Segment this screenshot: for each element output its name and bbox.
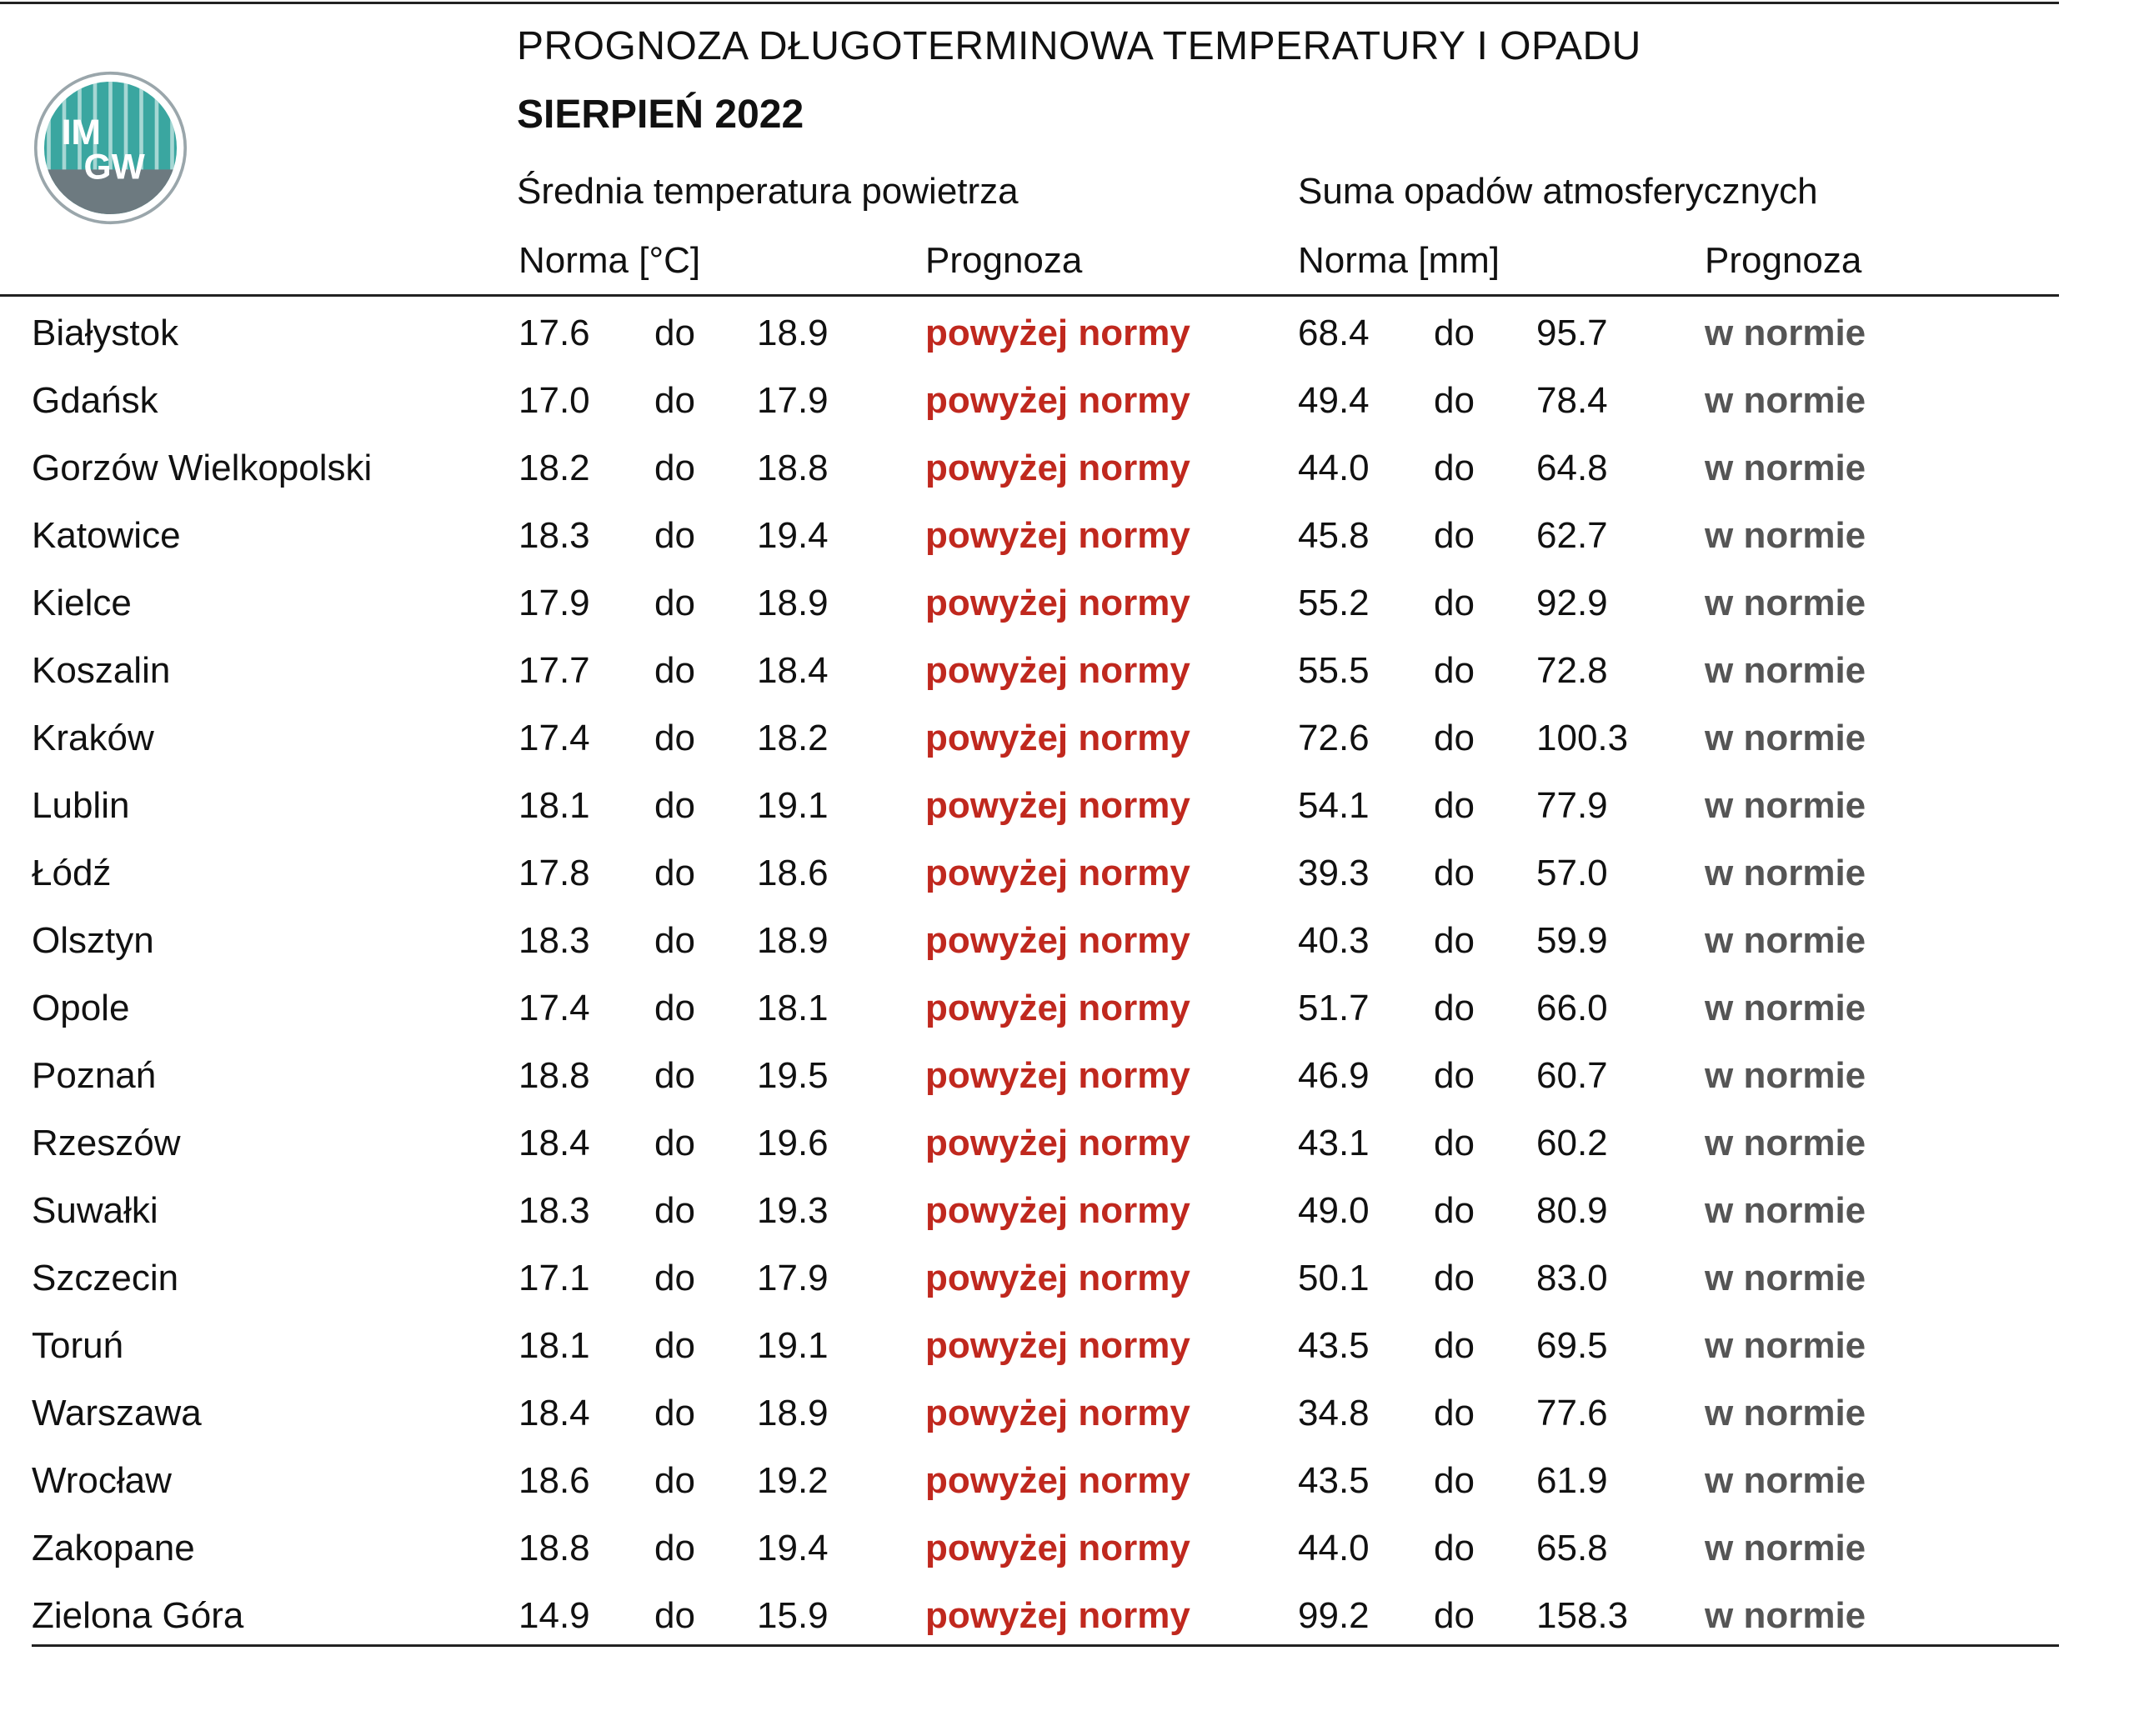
precip-norm-low: 72.6	[1298, 718, 1370, 758]
precip-norm-high: 72.8	[1536, 650, 1608, 691]
precip-norm-high: 83.0	[1536, 1258, 1608, 1298]
precip-forecast: w normie	[1705, 515, 1866, 556]
svg-text:IM: IM	[61, 112, 101, 153]
precip-norm-separator: do	[1434, 1258, 1475, 1298]
temp-forecast: powyżej normy	[925, 920, 1190, 961]
temp-norm-low: 17.6	[518, 313, 590, 353]
temp-norm-separator: do	[654, 1190, 695, 1231]
precip-forecast: w normie	[1705, 1123, 1866, 1163]
table-row	[0, 578, 2059, 646]
city-name: Katowice	[32, 515, 181, 556]
temp-norm-low: 18.3	[518, 515, 590, 556]
temp-norm-low: 18.8	[518, 1528, 590, 1568]
precip-norm-low: 54.1	[1298, 785, 1370, 826]
precip-norm-low: 40.3	[1298, 920, 1370, 961]
precip-norm-separator: do	[1434, 583, 1475, 623]
temp-norm-separator: do	[654, 448, 695, 488]
temp-forecast: powyżej normy	[925, 380, 1190, 421]
table-row	[0, 781, 2059, 848]
temp-norm-high: 19.1	[757, 1325, 829, 1366]
precip-norm-high: 65.8	[1536, 1528, 1608, 1568]
top-rule	[0, 2, 2059, 4]
temp-norm-low: 17.4	[518, 988, 590, 1028]
precip-norm-separator: do	[1434, 718, 1475, 758]
precip-norm-separator: do	[1434, 448, 1475, 488]
table-row	[0, 1456, 2059, 1523]
temp-norm-low: 18.4	[518, 1393, 590, 1433]
table-row	[0, 1321, 2059, 1388]
temp-norm-separator: do	[654, 1393, 695, 1433]
temp-forecast: powyżej normy	[925, 718, 1190, 758]
precip-norm-high: 59.9	[1536, 920, 1608, 961]
table-row	[0, 848, 2059, 916]
city-name: Rzeszów	[32, 1123, 181, 1163]
temp-norm-high: 18.9	[757, 313, 829, 353]
temp-norm-separator: do	[654, 988, 695, 1028]
city-name: Zakopane	[32, 1528, 195, 1568]
temp-norm-low: 18.4	[518, 1123, 590, 1163]
col-temp-forecast: Prognoza	[925, 240, 1083, 281]
table-row	[0, 1523, 2059, 1591]
precip-norm-separator: do	[1434, 313, 1475, 353]
table-row	[0, 376, 2059, 443]
city-name: Opole	[32, 988, 130, 1028]
temp-norm-separator: do	[654, 583, 695, 623]
precip-norm-separator: do	[1434, 1325, 1475, 1366]
precip-norm-low: 43.5	[1298, 1460, 1370, 1501]
temp-forecast: powyżej normy	[925, 785, 1190, 826]
precip-norm-high: 69.5	[1536, 1325, 1608, 1366]
city-name: Kraków	[32, 718, 154, 758]
temp-norm-high: 18.9	[757, 583, 829, 623]
temp-norm-high: 19.5	[757, 1055, 829, 1096]
city-name: Białystok	[32, 313, 179, 353]
temp-norm-separator: do	[654, 1325, 695, 1366]
temp-forecast: powyżej normy	[925, 1528, 1190, 1568]
temp-norm-separator: do	[654, 785, 695, 826]
temp-forecast: powyżej normy	[925, 515, 1190, 556]
precip-norm-separator: do	[1434, 1528, 1475, 1568]
precip-forecast: w normie	[1705, 785, 1866, 826]
temp-forecast: powyżej normy	[925, 1055, 1190, 1096]
precip-norm-high: 60.2	[1536, 1123, 1608, 1163]
temp-norm-high: 18.4	[757, 650, 829, 691]
temp-norm-high: 19.3	[757, 1190, 829, 1231]
precip-norm-high: 62.7	[1536, 515, 1608, 556]
temp-norm-low: 17.9	[518, 583, 590, 623]
temp-norm-separator: do	[654, 1528, 695, 1568]
precip-norm-separator: do	[1434, 1055, 1475, 1096]
precip-forecast: w normie	[1705, 1460, 1866, 1501]
precip-forecast: w normie	[1705, 1595, 1866, 1636]
precip-norm-separator: do	[1434, 1393, 1475, 1433]
precip-forecast: w normie	[1705, 718, 1866, 758]
precip-norm-high: 78.4	[1536, 380, 1608, 421]
precip-norm-high: 66.0	[1536, 988, 1608, 1028]
temp-norm-separator: do	[654, 920, 695, 961]
temp-forecast: powyżej normy	[925, 583, 1190, 623]
city-name: Łódź	[32, 853, 112, 893]
temp-norm-low: 18.8	[518, 1055, 590, 1096]
temp-norm-low: 17.7	[518, 650, 590, 691]
table-row	[0, 1051, 2059, 1118]
table-row	[0, 443, 2059, 511]
city-name: Zielona Góra	[32, 1595, 244, 1636]
precip-norm-low: 44.0	[1298, 448, 1370, 488]
precip-norm-low: 44.0	[1298, 1528, 1370, 1568]
temp-forecast: powyżej normy	[925, 1460, 1190, 1501]
temp-norm-separator: do	[654, 1595, 695, 1636]
precip-norm-separator: do	[1434, 920, 1475, 961]
precip-forecast: w normie	[1705, 1190, 1866, 1231]
temp-forecast: powyżej normy	[925, 650, 1190, 691]
temp-norm-high: 18.1	[757, 988, 829, 1028]
precip-norm-separator: do	[1434, 515, 1475, 556]
precip-norm-low: 68.4	[1298, 313, 1370, 353]
precip-norm-low: 55.2	[1298, 583, 1370, 623]
temp-forecast: powyżej normy	[925, 853, 1190, 893]
temp-norm-low: 18.2	[518, 448, 590, 488]
temp-norm-separator: do	[654, 1460, 695, 1501]
temp-norm-high: 19.4	[757, 515, 829, 556]
table-row	[0, 916, 2059, 983]
precip-forecast: w normie	[1705, 1055, 1866, 1096]
precip-norm-separator: do	[1434, 853, 1475, 893]
precip-norm-separator: do	[1434, 1190, 1475, 1231]
precip-norm-low: 46.9	[1298, 1055, 1370, 1096]
page-subtitle: SIERPIEŃ 2022	[517, 93, 804, 137]
city-name: Olsztyn	[32, 920, 154, 961]
table-row	[0, 308, 2059, 376]
temp-norm-separator: do	[654, 515, 695, 556]
precip-norm-low: 34.8	[1298, 1393, 1370, 1433]
city-name: Suwałki	[32, 1190, 158, 1231]
temp-forecast: powyżej normy	[925, 313, 1190, 353]
precip-forecast: w normie	[1705, 1393, 1866, 1433]
header-rule	[0, 294, 2059, 297]
precip-norm-low: 55.5	[1298, 650, 1370, 691]
precip-norm-low: 51.7	[1298, 988, 1370, 1028]
precip-forecast: w normie	[1705, 380, 1866, 421]
imgw-logo	[33, 71, 188, 225]
precip-norm-high: 95.7	[1536, 313, 1608, 353]
temp-norm-high: 18.6	[757, 853, 829, 893]
precip-norm-low: 49.0	[1298, 1190, 1370, 1231]
page-title: PROGNOZA DŁUGOTERMINOWA TEMPERATURY I OPADU	[517, 24, 1641, 68]
precip-norm-high: 77.6	[1536, 1393, 1608, 1433]
temp-norm-high: 19.1	[757, 785, 829, 826]
temp-norm-high: 18.8	[757, 448, 829, 488]
table-row	[0, 1388, 2059, 1456]
temp-norm-high: 17.9	[757, 380, 829, 421]
temp-norm-high: 19.6	[757, 1123, 829, 1163]
section-precipitation: Suma opadów atmosferycznych	[1298, 171, 1818, 212]
precip-norm-high: 57.0	[1536, 853, 1608, 893]
temp-norm-high: 18.9	[757, 920, 829, 961]
table-row	[0, 1253, 2059, 1321]
city-name: Warszawa	[32, 1393, 202, 1433]
temp-norm-high: 19.2	[757, 1460, 829, 1501]
precip-norm-separator: do	[1434, 1123, 1475, 1163]
city-name: Szczecin	[32, 1258, 179, 1298]
precip-norm-low: 43.1	[1298, 1123, 1370, 1163]
bottom-rule	[32, 1644, 2059, 1647]
city-name: Kielce	[32, 583, 132, 623]
precip-norm-high: 158.3	[1536, 1595, 1629, 1636]
precip-forecast: w normie	[1705, 650, 1866, 691]
precip-forecast: w normie	[1705, 1258, 1866, 1298]
precip-norm-low: 45.8	[1298, 515, 1370, 556]
col-precip-norm: Norma [mm]	[1298, 240, 1500, 281]
precip-norm-high: 64.8	[1536, 448, 1608, 488]
temp-norm-high: 15.9	[757, 1595, 829, 1636]
precip-forecast: w normie	[1705, 1325, 1866, 1366]
precip-norm-high: 77.9	[1536, 785, 1608, 826]
temp-forecast: powyżej normy	[925, 1325, 1190, 1366]
city-name: Wrocław	[32, 1460, 172, 1501]
precip-forecast: w normie	[1705, 920, 1866, 961]
precip-forecast: w normie	[1705, 448, 1866, 488]
temp-forecast: powyżej normy	[925, 1123, 1190, 1163]
temp-norm-low: 17.0	[518, 380, 590, 421]
precip-norm-low: 39.3	[1298, 853, 1370, 893]
temp-norm-low: 17.4	[518, 718, 590, 758]
temp-norm-separator: do	[654, 853, 695, 893]
temp-norm-low: 18.6	[518, 1460, 590, 1501]
temp-norm-high: 19.4	[757, 1528, 829, 1568]
temp-norm-separator: do	[654, 313, 695, 353]
col-precip-forecast: Prognoza	[1705, 240, 1862, 281]
city-name: Toruń	[32, 1325, 124, 1366]
section-temperature: Średnia temperatura powietrza	[517, 171, 1019, 212]
table-row	[0, 511, 2059, 578]
temp-forecast: powyżej normy	[925, 1595, 1190, 1636]
temp-norm-low: 17.8	[518, 853, 590, 893]
precip-norm-low: 49.4	[1298, 380, 1370, 421]
temp-forecast: powyżej normy	[925, 988, 1190, 1028]
precip-norm-high: 80.9	[1536, 1190, 1608, 1231]
temp-norm-separator: do	[654, 1258, 695, 1298]
temp-norm-separator: do	[654, 1055, 695, 1096]
precip-norm-separator: do	[1434, 1595, 1475, 1636]
temp-forecast: powyżej normy	[925, 448, 1190, 488]
city-name: Lublin	[32, 785, 130, 826]
precip-norm-separator: do	[1434, 1460, 1475, 1501]
col-temp-norm: Norma [°C]	[518, 240, 701, 281]
temp-norm-low: 18.1	[518, 1325, 590, 1366]
svg-text:GW: GW	[83, 147, 145, 188]
temp-norm-low: 18.1	[518, 785, 590, 826]
table-row	[0, 1186, 2059, 1253]
precip-forecast: w normie	[1705, 583, 1866, 623]
table-row	[0, 646, 2059, 713]
precip-norm-high: 61.9	[1536, 1460, 1608, 1501]
precip-norm-separator: do	[1434, 650, 1475, 691]
temp-norm-separator: do	[654, 380, 695, 421]
city-name: Gdańsk	[32, 380, 158, 421]
precip-norm-low: 43.5	[1298, 1325, 1370, 1366]
city-name: Koszalin	[32, 650, 171, 691]
table-row	[0, 713, 2059, 781]
temp-norm-separator: do	[654, 1123, 695, 1163]
temp-norm-separator: do	[654, 718, 695, 758]
precip-norm-separator: do	[1434, 988, 1475, 1028]
temp-norm-separator: do	[654, 650, 695, 691]
temp-norm-high: 17.9	[757, 1258, 829, 1298]
forecast-table	[0, 308, 2059, 1658]
precip-forecast: w normie	[1705, 853, 1866, 893]
temp-forecast: powyżej normy	[925, 1190, 1190, 1231]
city-name: Gorzów Wielkopolski	[32, 448, 373, 488]
table-row	[0, 1591, 2059, 1658]
precip-forecast: w normie	[1705, 1528, 1866, 1568]
table-row	[0, 1118, 2059, 1186]
temp-forecast: powyżej normy	[925, 1393, 1190, 1433]
precip-norm-high: 100.3	[1536, 718, 1629, 758]
precip-norm-low: 99.2	[1298, 1595, 1370, 1636]
precip-norm-high: 60.7	[1536, 1055, 1608, 1096]
temp-forecast: powyżej normy	[925, 1258, 1190, 1298]
precip-norm-high: 92.9	[1536, 583, 1608, 623]
precip-norm-separator: do	[1434, 380, 1475, 421]
temp-norm-low: 18.3	[518, 920, 590, 961]
temp-norm-high: 18.2	[757, 718, 829, 758]
temp-norm-high: 18.9	[757, 1393, 829, 1433]
temp-norm-low: 14.9	[518, 1595, 590, 1636]
temp-norm-low: 18.3	[518, 1190, 590, 1231]
precip-forecast: w normie	[1705, 313, 1866, 353]
table-row	[0, 983, 2059, 1051]
precip-norm-separator: do	[1434, 785, 1475, 826]
precip-forecast: w normie	[1705, 988, 1866, 1028]
city-name: Poznań	[32, 1055, 157, 1096]
precip-norm-low: 50.1	[1298, 1258, 1370, 1298]
temp-norm-low: 17.1	[518, 1258, 590, 1298]
